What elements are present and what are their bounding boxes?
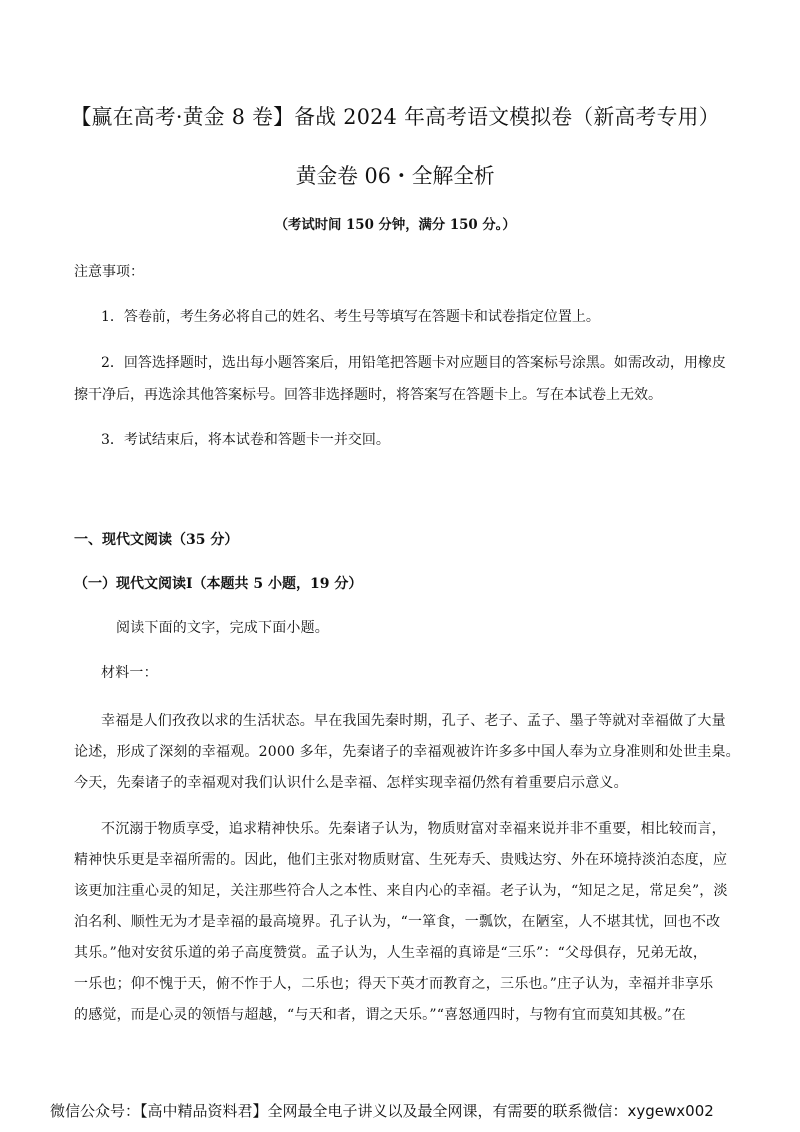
exam-time-note: （考试时间 150 分钟，满分 150 分。）	[274, 217, 516, 233]
paragraph2-line: 泊名利、顺性无为才是幸福的最高境界。孔子认为，“一箪食，一瓢饮，在陋室，人不堪其忧，回也不改	[74, 914, 721, 930]
paragraph2-line: 精神快乐更是幸福所需的。因此，他们主张对物质财富、生死寿夭、贵贱达穷、外在环境持淡泊态度，应	[74, 852, 728, 868]
document-subtitle: 黄金卷 06・全解全析	[295, 164, 495, 188]
paragraph2-line: 一乐也；仰不愧于天，俯不怍于人，二乐也；得天下英才而教育之，三乐也。”庄子认为，幸福并非享乐	[74, 976, 714, 992]
notice-heading: 注意事项：	[74, 264, 144, 280]
section-heading: 一、现代文阅读（35 分）	[74, 532, 239, 548]
notice-item-3: 3．考试结束后，将本试卷和答题卡一并交回。	[101, 432, 390, 448]
paragraph1-line: 论述，形成了深刻的幸福观。2000 多年，先秦诸子的幸福观被许许多多中国人奉为立身准则和处世圭臬。	[74, 744, 740, 760]
reading-instruction: 阅读下面的文字，完成下面小题。	[116, 620, 329, 636]
paragraph1-line: 幸福是人们孜孜以求的生活状态。早在我国先秦时期，孔子、老子、孟子、墨子等就对幸福做了大量	[101, 713, 726, 729]
material-label: 材料一：	[101, 665, 158, 681]
notice-item-2-cont: 擦干净后，再选涂其他答案标号。回答非选择题时，将答案写在答题卡上。写在本试卷上无效。	[74, 387, 662, 403]
paragraph2-line: 该更加注重心灵的知足，关注那些符合人之本性、来自内心的幸福。老子认为，“知足之足，常足矣”，淡	[74, 883, 728, 899]
footer-contact: 微信公众号：【高中精品资料君】全网最全电子讲义以及最全网课，有需要的联系微信：xygewx002	[50, 1102, 714, 1120]
paragraph2-line: 的感觉，而是心灵的领悟与超越，“与天和者，谓之天乐。”“喜怒通四时，与物有宜而莫知其极。”在	[74, 1007, 686, 1023]
notice-item-1: 1．答卷前，考生务必将自己的姓名、考生号等填写在答题卡和试卷指定位置上。	[101, 309, 600, 325]
paragraph1-line: 今天，先秦诸子的幸福观对我们认识什么是幸福、怎样实现幸福仍然有着重要启示意义。	[74, 775, 628, 791]
paragraph2-line: 其乐。”他对安贫乐道的弟子高度赞赏。孟子认为，人生幸福的真谛是“三乐”：“父母俱存，兄弟无故，	[74, 945, 708, 961]
subsection-heading: （一）现代文阅读Ⅰ（本题共 5 小题，19 分）	[74, 576, 363, 592]
document-title: 【赢在高考·黄金 8 卷】备战 2024 年高考语文模拟卷（新高考专用）	[70, 105, 720, 129]
notice-item-2: 2．回答选择题时，选出每小题答案后，用铅笔把答题卡对应题目的答案标号涂黑。如需改动，用橡皮	[101, 355, 726, 371]
paragraph2-line: 不沉溺于物质享受，追求精神快乐。先秦诸子认为，物质财富对幸福来说并非不重要，相比较而言，	[101, 821, 726, 837]
